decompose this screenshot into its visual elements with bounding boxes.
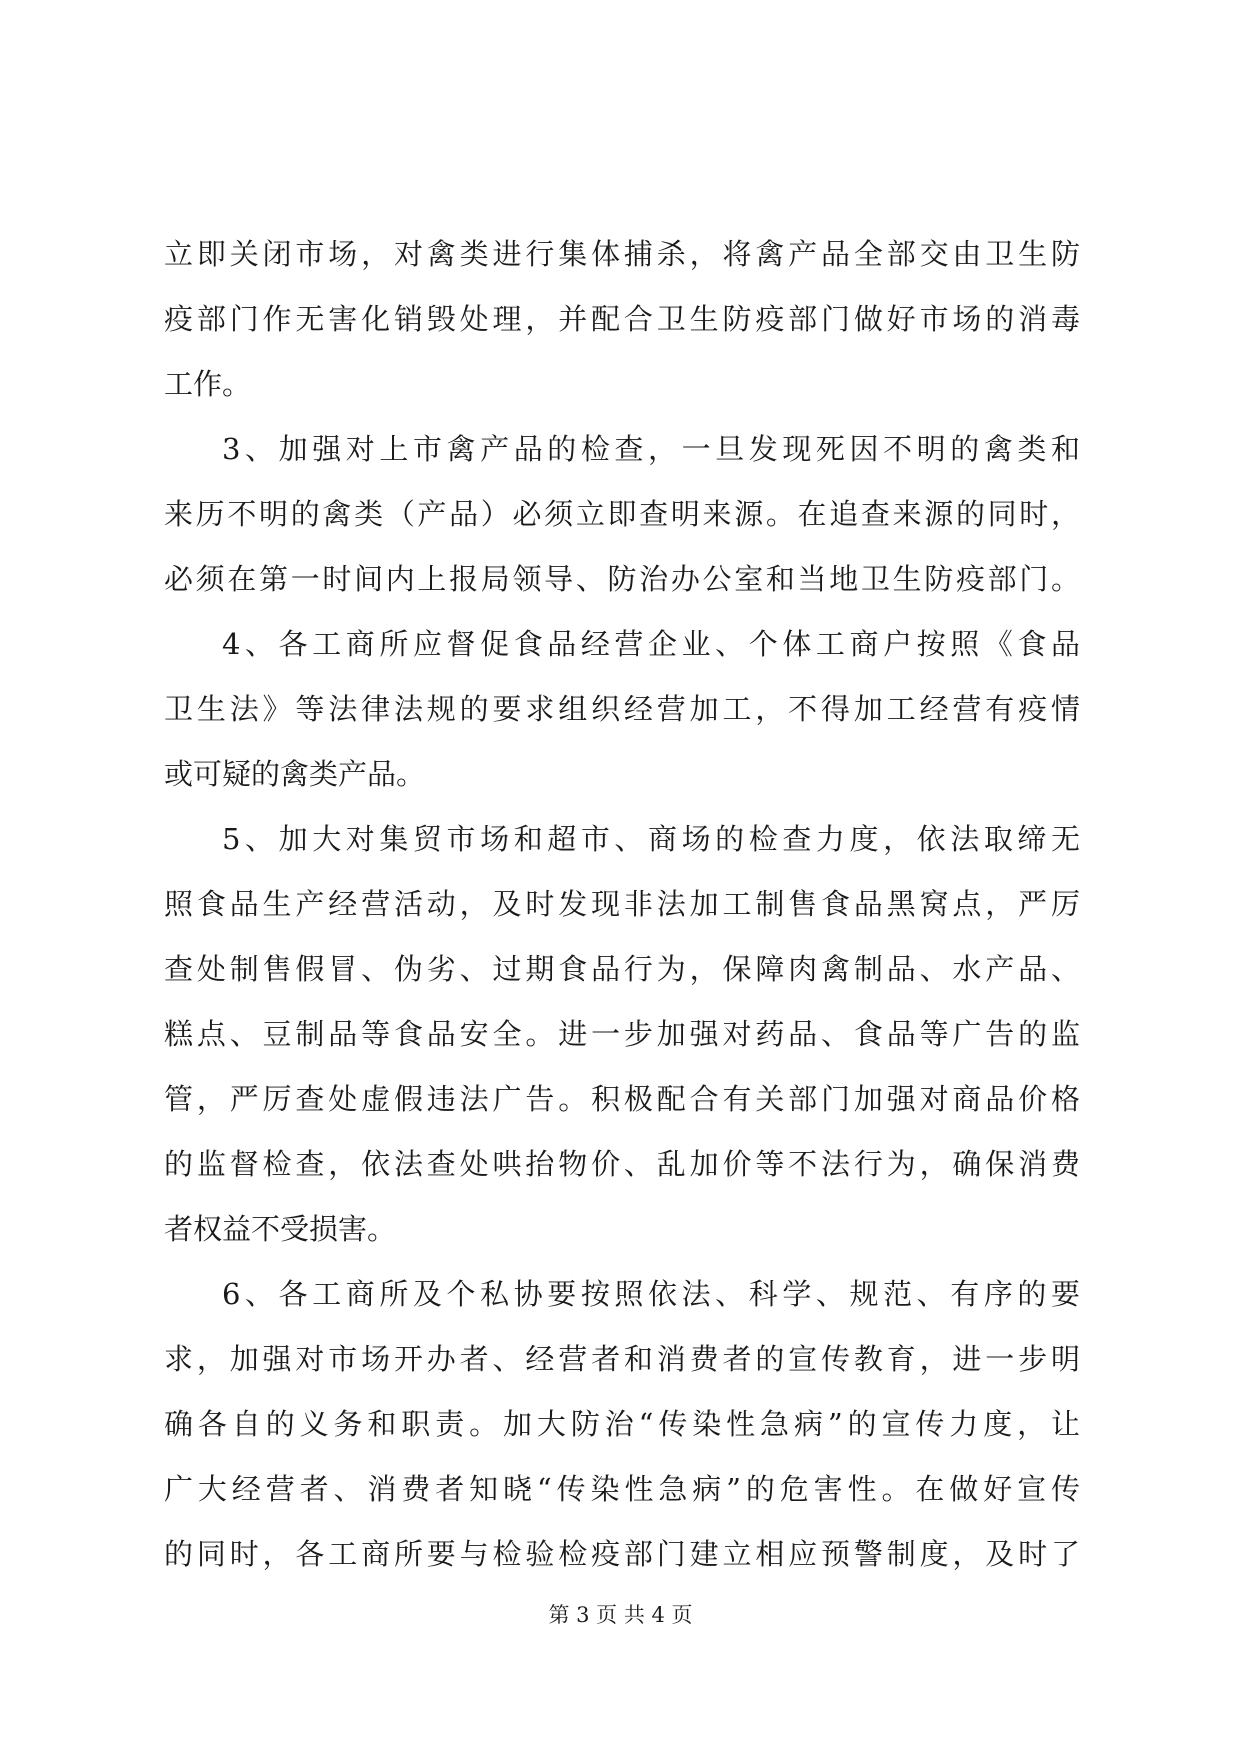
text-line: 或可疑的禽类产品。 [164,757,426,791]
paragraph-item-6 [164,1262,1080,1587]
text-line: 糕点、豆制品等食品安全。进一步加强对药品、食品等广告的监 [164,1017,1080,1051]
text-line: 照食品生产经营活动，及时发现非法加工制售食品黑窝点，严厉 [164,887,1080,921]
paragraph-item-5 [164,807,1080,1262]
text-line: 求，加强对市场开办者、经营者和消费者的宣传教育，进一步明 [164,1342,1080,1376]
text-line: 6、各工商所及个私协要按照依法、科学、规范、有序的要 [222,1277,1080,1311]
text-line: 工作。 [164,367,252,401]
text-line: 者权益不受损害。 [164,1212,397,1246]
paragraph-item-3 [164,417,1080,612]
paragraph-item-4 [164,612,1080,807]
text-line: 必须在第一时间内上报局领导、防治办公室和当地卫生防疫部门。 [164,562,1080,596]
text-line: 疫部门作无害化销毁处理，并配合卫生防疫部门做好市场的消毒 [164,302,1080,336]
text-line: 的同时，各工商所要与检验检疫部门建立相应预警制度，及时了 [164,1537,1080,1571]
text-line: 3、加强对上市禽产品的检查，一旦发现死因不明的禽类和 [222,432,1080,466]
page-number-footer: 第 3 页 共 4 页 [548,1603,693,1627]
text-line: 4、各工商所应督促食品经营企业、个体工商户按照《食品 [222,627,1080,661]
text-line: 确各自的义务和职责。加大防治“传染性急病”的宣传力度，让 [164,1407,1080,1441]
text-line: 立即关闭市场，对禽类进行集体捕杀，将禽产品全部交由卫生防 [164,237,1080,271]
document-body [164,222,1080,1587]
text-line: 卫生法》等法律法规的要求组织经营加工，不得加工经营有疫情 [164,692,1080,726]
text-line: 的监督检查，依法查处哄抬物价、乱加价等不法行为，确保消费 [164,1147,1080,1181]
text-line: 管，严厉查处虚假违法广告。积极配合有关部门加强对商品价格 [164,1082,1080,1116]
text-line: 来历不明的禽类（产品）必须立即查明来源。在追查来源的同时， [164,497,1080,531]
text-line: 查处制售假冒、伪劣、过期食品行为，保障肉禽制品、水产品、 [164,952,1080,986]
paragraph-continuation [164,222,1080,417]
text-line: 广大经营者、消费者知晓“传染性急病”的危害性。在做好宣传 [164,1472,1080,1506]
text-line: 5、加大对集贸市场和超市、商场的检查力度，依法取缔无 [222,822,1080,856]
